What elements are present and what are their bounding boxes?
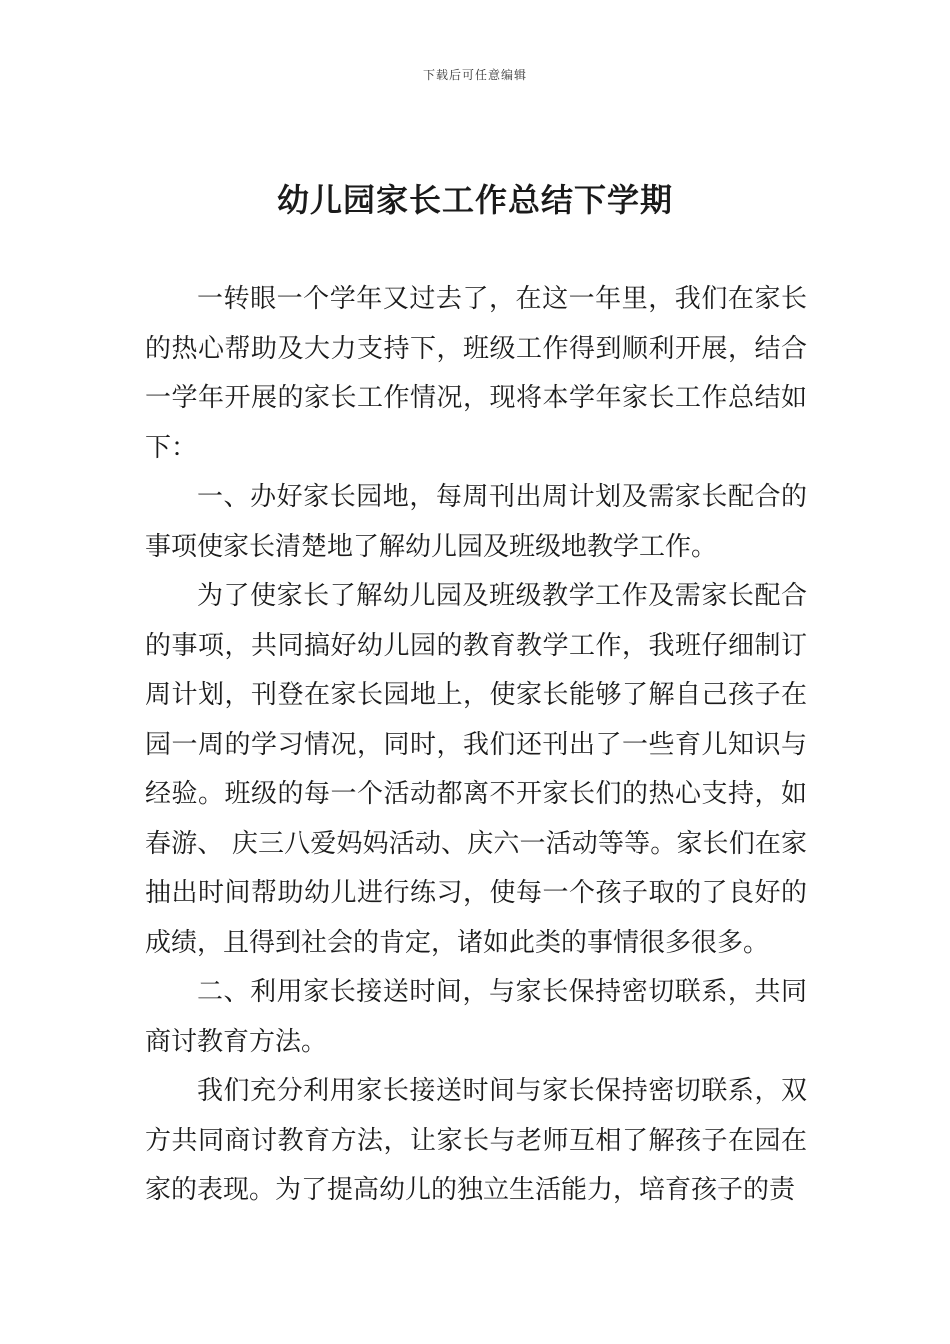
paragraph-section-1-heading: 一、办好家长园地，每周刊出周计划及需家长配合的事项使家长清楚地了解幼儿园及班级地教学工作。 [145, 482, 807, 562]
document-body [145, 275, 807, 1216]
paragraph-section-2-body: 我们充分利用家长接送时间与家长保持密切联系，双方共同商讨教育方法，让家长与老师互相了解孩子在园在家的表现。为了提高幼儿的独立生活能力，培育孩子的责 [145, 1076, 807, 1205]
header-note: 下载后可任意编辑 [422, 68, 527, 82]
document-title: 幼儿园家长工作总结下学期 [276, 181, 673, 219]
paragraph-section-2-heading: 二、利用家长接送时间，与家长保持密切联系，共同商讨教育方法。 [145, 977, 807, 1057]
paragraph-section-1-body: 为了使家长了解幼儿园及班级教学工作及需家长配合的事项，共同搞好幼儿园的教育教学工作，我班仔细制订周计划，刊登在家长园地上，使家长能够了解自己孩子在园一周的学习情况，同时，我们还刊出了一些育儿知识与经验。班级的每一个活动都离不开家长们的热心支持，如春游、 庆三八爱妈妈活动、庆六一活动等等。家长们在家抽出时间帮助幼儿进行练习，使每一个孩子取的了良好的成绩，且得到社会的肯定，诸如此类的事情很多很多。 [145, 581, 807, 958]
paragraph-intro: 一转眼一个学年又过去了，在这一年里，我们在家长的热心帮助及大力支持下，班级工作得到顺利开展，结合一学年开展的家长工作情况，现将本学年家长工作总结如下： [145, 284, 807, 463]
